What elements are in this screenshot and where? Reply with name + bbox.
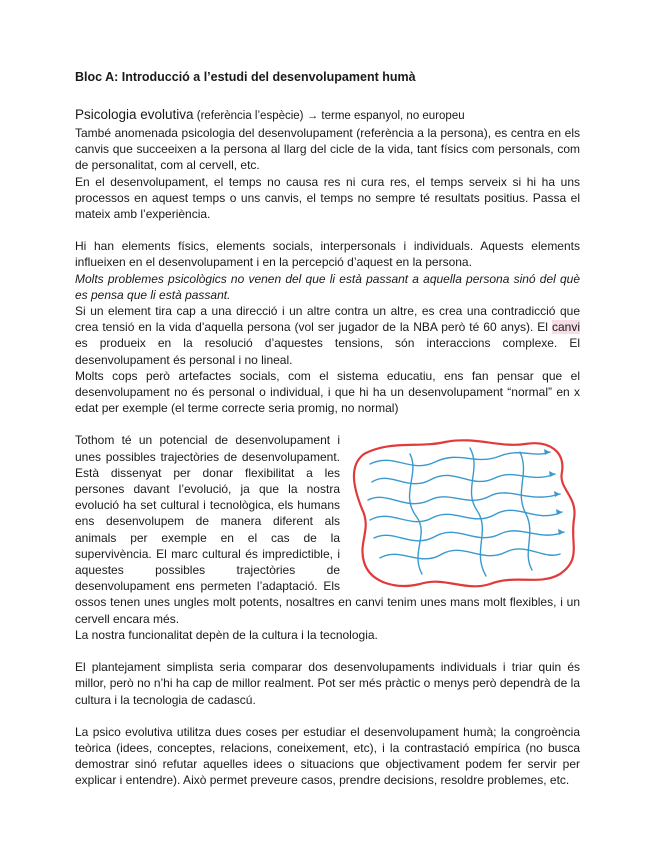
- paragraph-5-b: es produeix en la resolució d’aquestes tensions, són interaccions complexe. El desenvolupament és personal i no lineal.: [75, 336, 580, 367]
- paragraph-10: La psico evolutiva utilitza dues coses per estudiar el desenvolupament humà; la congroència teòrica (idees, conceptes, relacions, coneixement, etc), i la contrastació empírica (no busca demostrar sinó refutar aquelles idees o situacions que objectivament podem fer servir per explicar i entendre). Això permet preveure casos, prendre decisions, resoldre problemes, etc.: [75, 724, 580, 788]
- trajectory-lines: [368, 448, 564, 576]
- document-page: [75, 70, 580, 789]
- subheading: [75, 106, 580, 125]
- highlighted-word: canvi: [551, 320, 580, 335]
- paragraph-7: Tothom té un potencial de desenvolupament i unes possibles trajectòries de desenvolupament. Està dissenyat per donar flexibilitat a les persones davant l’evolució, ja que la nostra evolució ha set cultural i tecnològica, els humans ens desenvolupem de manera diferent als animals per exemple en el cas de la supervivència. El marc cultural és impredictible, i aquestes possibles trajectòries de desenvolupament ens permeten l’adaptació. Els ossos tenen unes ungles molt potents, nosaltres en canvi tenim unes mans molt flexibles, i un cervell encara més.: [75, 433, 580, 626]
- paragraph-3: Hi han elements físics, elements socials, interpersonals i individuals. Aquests elements influeixen en el desenvolupament i en la percepció d’aquest en la persona.: [75, 239, 580, 270]
- paragraph-5: [75, 303, 580, 368]
- paragraph-6: Molts cops però artefactes socials, com el sistema educatiu, ens fan pensar que el desenvolupament no és personal o individual, i que hi ha un desenvolupament “normal” en x edat per exemple (el terme correcte seria promig, no normal): [75, 368, 580, 416]
- italic-quote: Molts problemes psicològics no venen del que li està passant a aquella persona sinó del què es pensa que li està passant.: [75, 271, 580, 302]
- paragraph-1: També anomenada psicologia del desenvolupament (referència a la persona), es centra en els canvis que succeeixen a la persona al llarg del cicle de la vida, tant físics com personals, com de personalitat, com al cervell, etc.: [75, 126, 580, 173]
- potential-boundary: [354, 441, 575, 587]
- section-title: Bloc A: Introducció a l’estudi del desenvolupament humà: [75, 70, 416, 84]
- paragraph-9: El plantejament simplista seria comparar dos desenvolupaments individuals i triar quin és millor, però no n’hi ha cap de millor realment. Pot ser més pràctic o menys però dependrà de la cultura i la tecnologia de cadascú.: [75, 660, 580, 707]
- development-trajectories-figure: [350, 434, 588, 592]
- paragraph-2: En el desenvolupament, el temps no causa res ni cura res, el temps serveix si hi ha uns processos en aquest temps o uns canvis, el temps no sempre té resultats positius. Passa el mateix amb l’experiència.: [75, 174, 580, 222]
- paragraph-5-a: Si un element tira cap a una direcció i un altre contra un altre, es crea una contradicció que crea tensió en la vida d’aquella persona (vol ser jugador de la NBA però té 60 anys). El: [75, 304, 580, 335]
- subheading-main: Psicologia evolutiva: [75, 107, 194, 122]
- subheading-note: (referència l’espècie) → terme espanyol, no europeu: [193, 110, 465, 122]
- trajectories-drawing: [350, 434, 588, 592]
- paragraph-8: La nostra funcionalitat depèn de la cultura i la tecnologia.: [75, 627, 378, 642]
